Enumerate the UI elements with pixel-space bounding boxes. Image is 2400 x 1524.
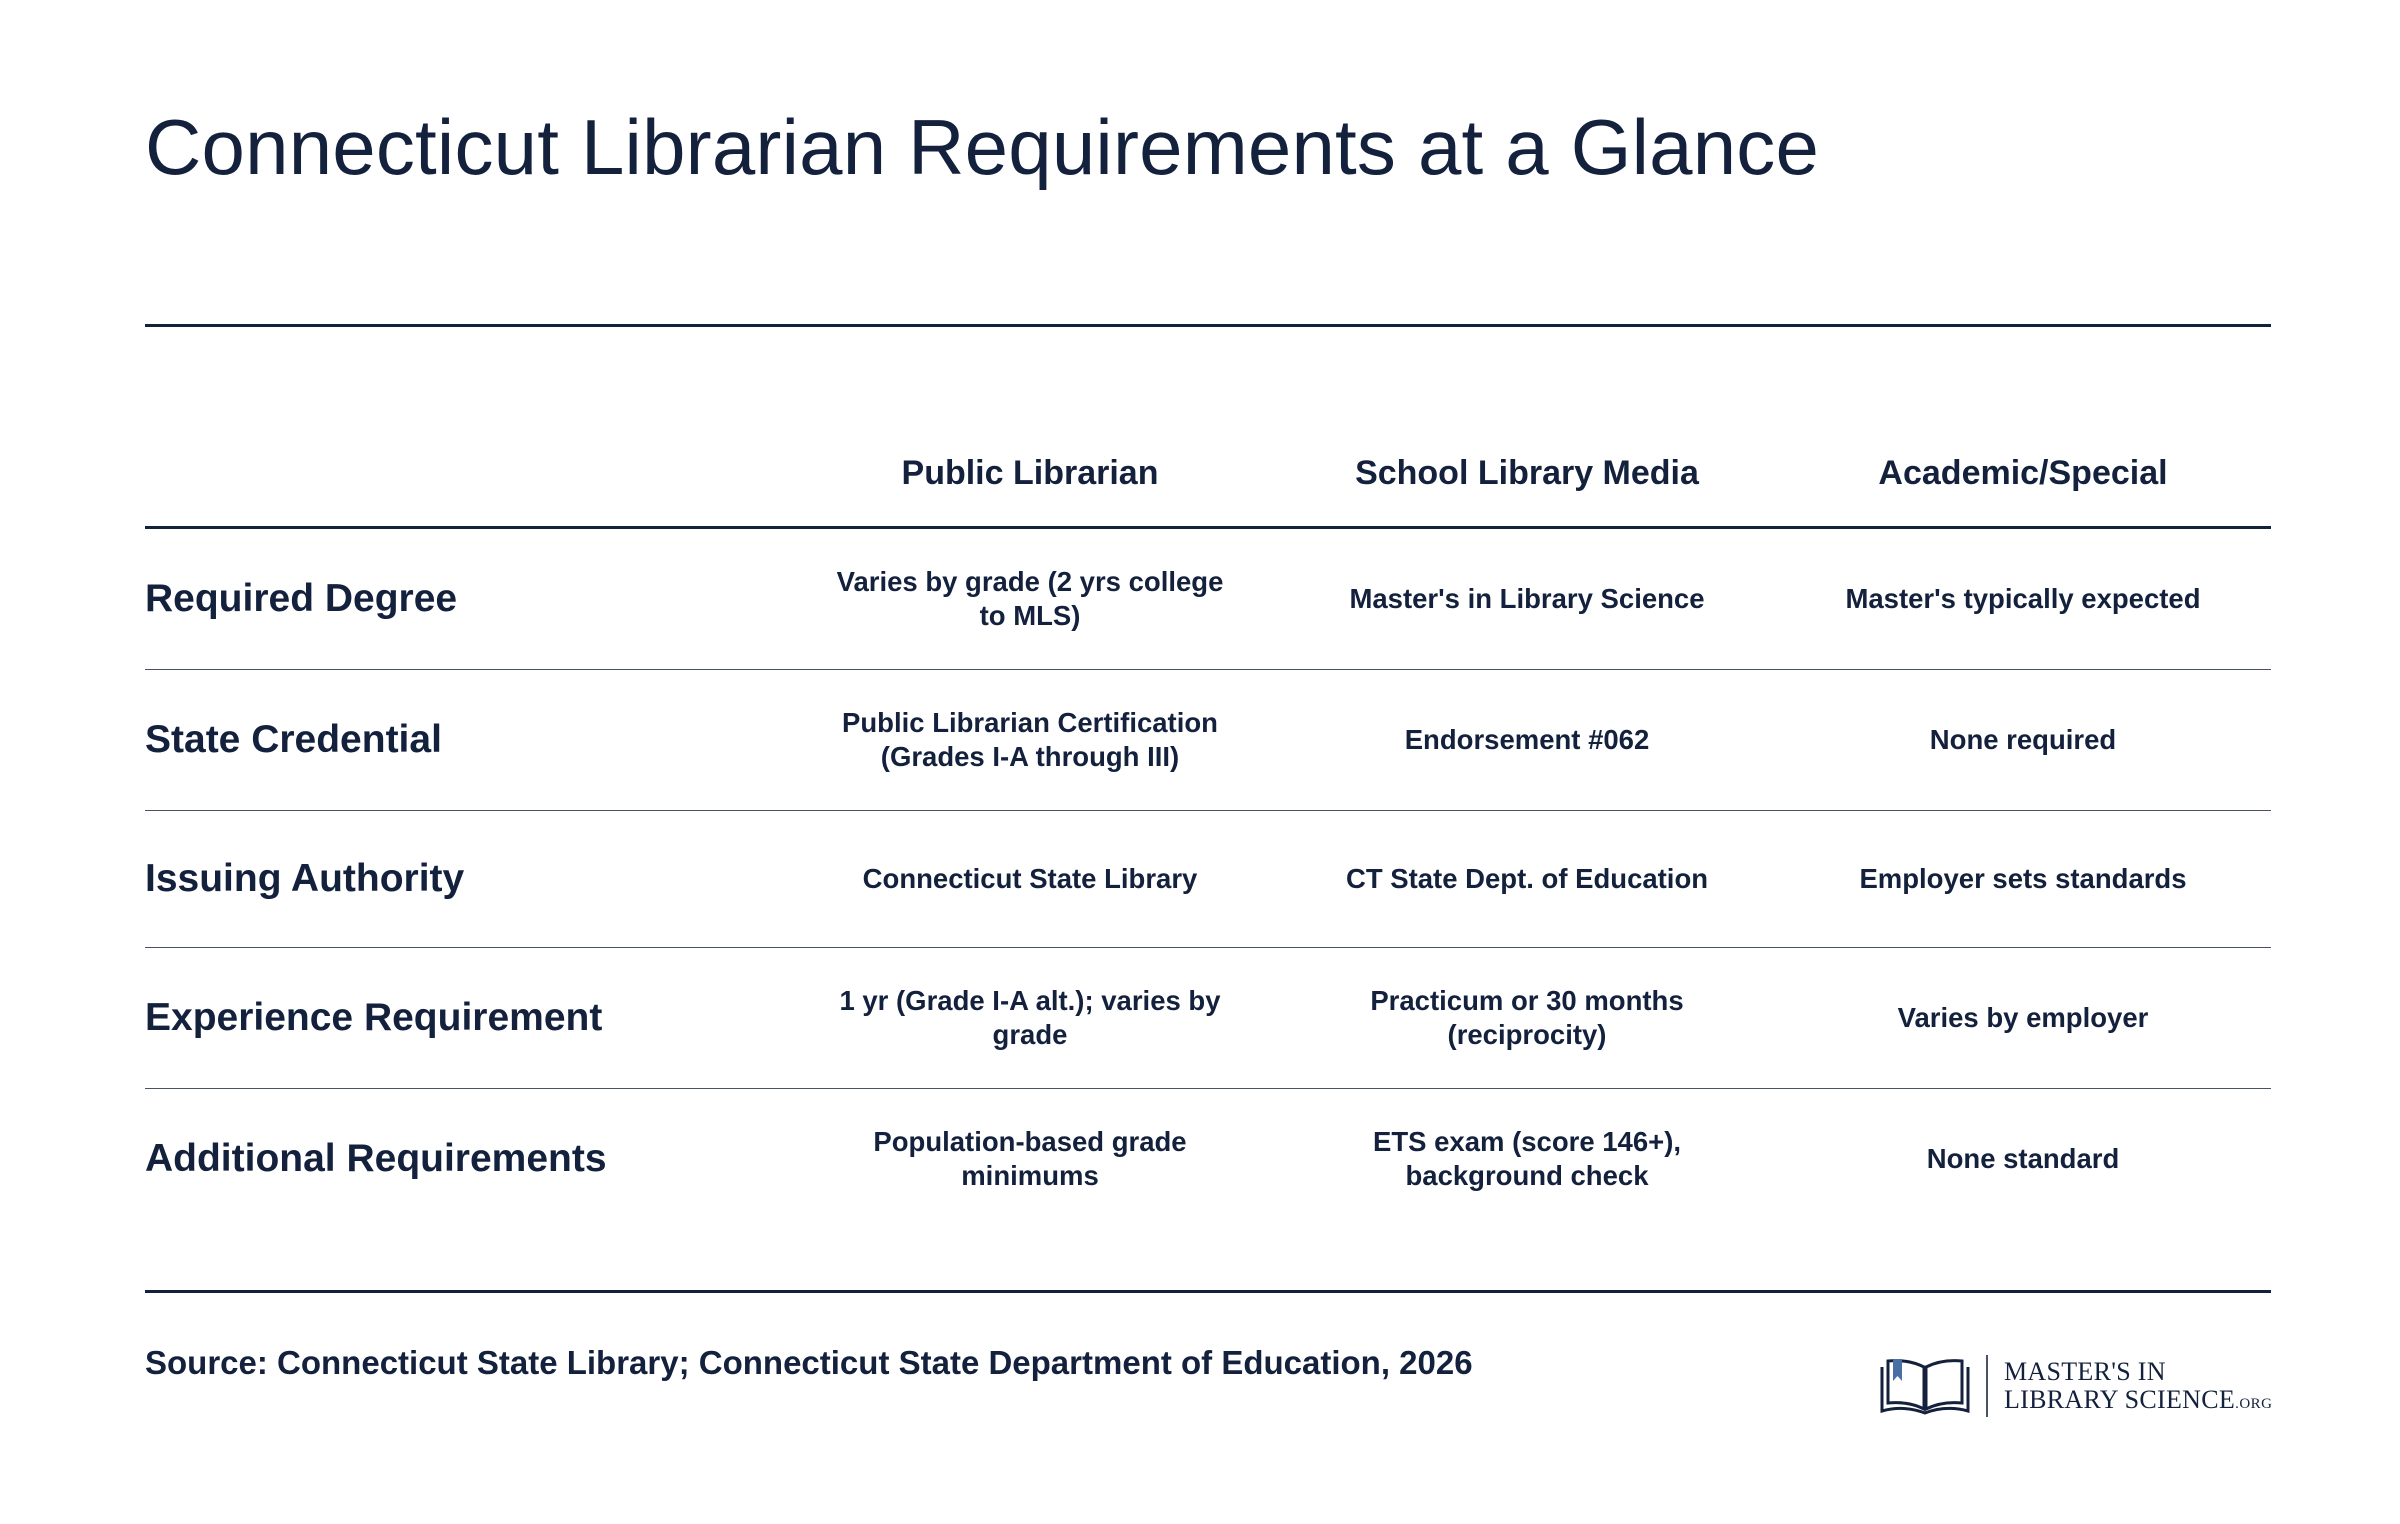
table-cell: Connecticut State Library <box>781 811 1279 948</box>
footer-divider <box>145 1290 2271 1293</box>
table-cell: None required <box>1775 670 2271 811</box>
table-row <box>145 528 2271 670</box>
table-cell: Endorsement #062 <box>1279 670 1775 811</box>
table-cell: Population-based grade minimums <box>873 1126 1187 1191</box>
source-note: Source: Connecticut State Library; Connecticut State Department of Education, 2026 <box>145 1344 1473 1381</box>
row-label: Issuing Authority <box>145 811 781 948</box>
title-divider <box>145 324 2271 327</box>
row-label: Additional Requirements <box>145 1137 607 1180</box>
row-label: State Credential <box>145 670 781 811</box>
table-cell: Employer sets standards <box>1775 811 2271 948</box>
row-label: Required Degree <box>145 528 781 670</box>
table-header-row <box>145 420 2271 528</box>
logo-line1: MASTER'S IN <box>2004 1356 2166 1386</box>
table-cell: 1 yr (Grade I-A alt.); varies by grade <box>781 948 1279 1089</box>
table-cell: CT State Dept. of Education <box>1279 811 1775 948</box>
page-title: Connecticut Librarian Requirements at a Glance <box>145 103 1820 191</box>
table-row <box>145 670 2271 811</box>
column-header-school-library-media: School Library Media <box>1279 420 1775 528</box>
logo-line2: LIBRARY SCIENCE <box>2004 1385 2236 1414</box>
table-cell: Varies by employer <box>1775 948 2271 1089</box>
header-corner <box>145 420 781 528</box>
table-row <box>145 811 2271 948</box>
table-row <box>145 1089 2271 1230</box>
requirements-table <box>145 420 2271 1229</box>
open-book-icon <box>1878 1353 1972 1419</box>
table-cell: ETS exam (score 146+), background check <box>1372 1126 1682 1191</box>
table-cell: Master's typically expected <box>1775 528 2271 670</box>
logo-divider <box>1986 1355 1988 1417</box>
table-cell: Varies by grade (2 yrs college to MLS) <box>781 528 1279 670</box>
column-header-academic-special: Academic/Special <box>1775 420 2271 528</box>
table-cell: Practicum or 30 months (reciprocity) <box>1279 948 1775 1089</box>
table-cell: Master's in Library Science <box>1279 528 1775 670</box>
logo-wordmark <box>2004 1358 2272 1414</box>
column-header-public-librarian: Public Librarian <box>781 420 1279 528</box>
table-cell: Public Librarian Certification (Grades I-A through III) <box>781 670 1279 811</box>
site-logo <box>1878 1342 2273 1430</box>
table-cell: None standard <box>1926 1143 2120 1174</box>
logo-tld: .ORG <box>2235 1396 2273 1412</box>
row-label: Experience Requirement <box>145 948 781 1089</box>
table-row <box>145 948 2271 1089</box>
